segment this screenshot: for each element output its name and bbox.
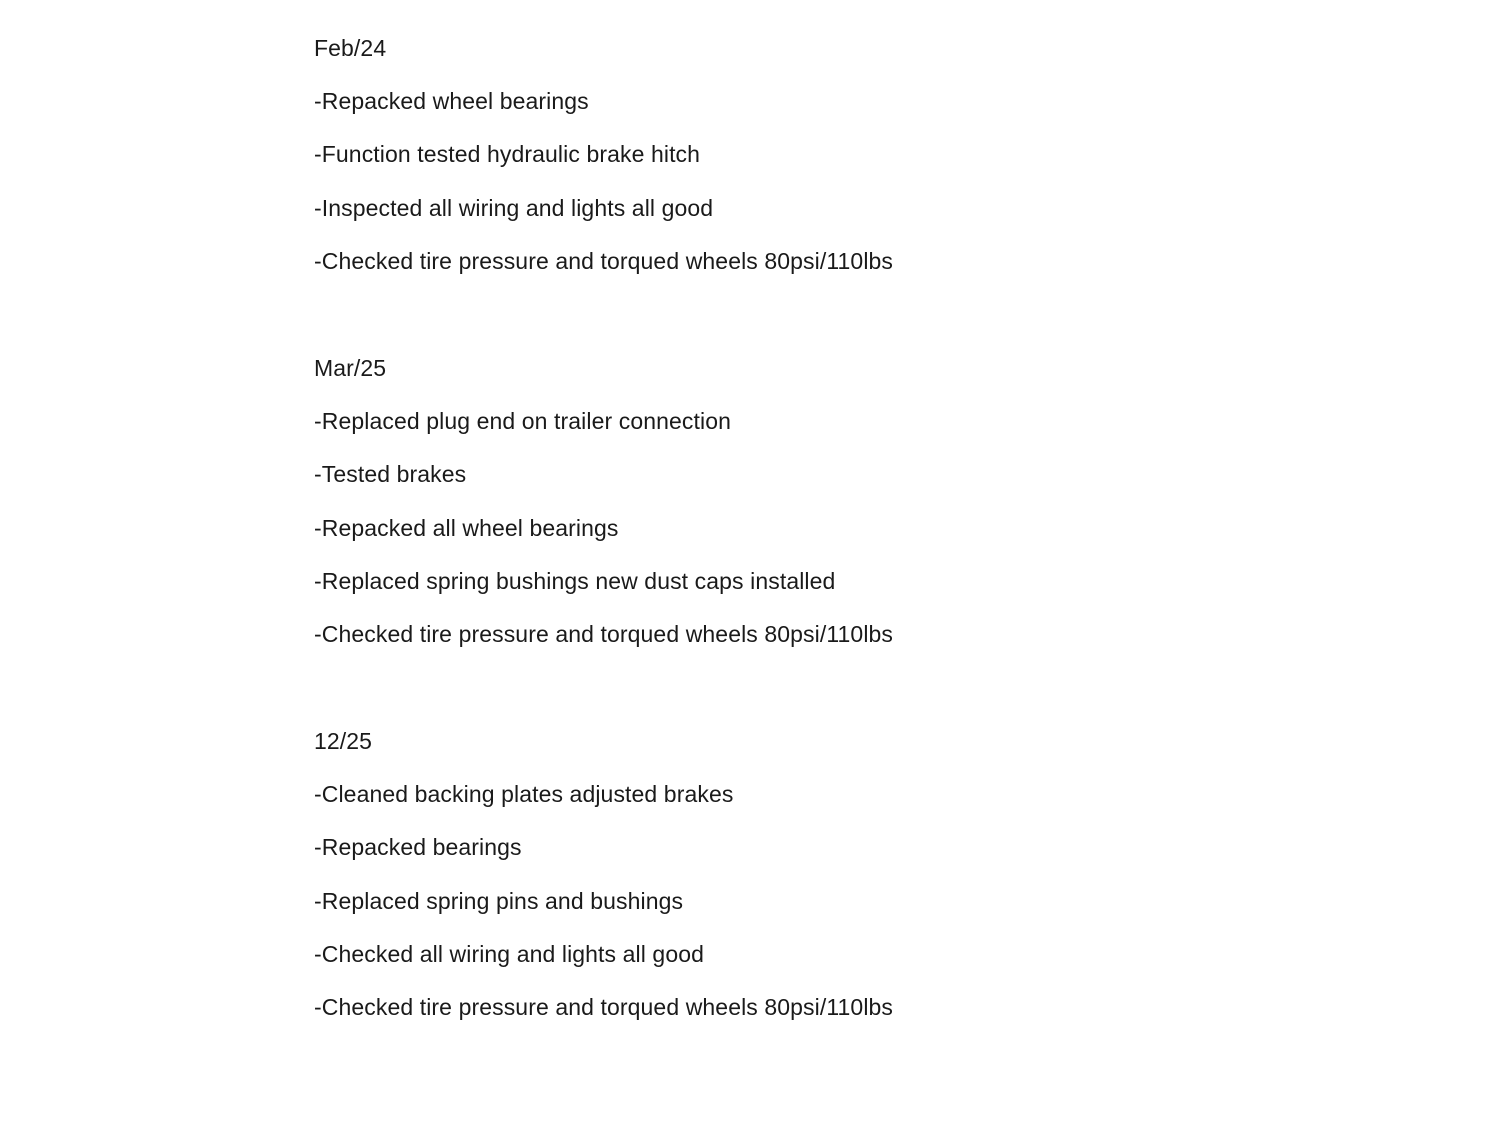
entry-item-list: [314, 768, 1214, 1034]
entry-item: -Function tested hydraulic brake hitch: [314, 141, 701, 168]
entry-item: -Repacked bearings: [314, 834, 522, 861]
entry-item: -Repacked wheel bearings: [314, 88, 589, 115]
maintenance-entry-feb-24: [314, 22, 1214, 288]
entry-item-list: [314, 75, 1214, 288]
entry-item: -Cleaned backing plates adjusted brakes: [314, 781, 734, 808]
document-body: [314, 22, 1214, 1034]
entry-item: -Checked tire pressure and torqued wheels 80psi/110lbs: [314, 620, 894, 647]
entry-date: Feb/24: [314, 35, 387, 61]
maintenance-entry-12-25: [314, 715, 1214, 1034]
entry-date: 12/25: [314, 728, 373, 755]
entry-item: -Replaced spring pins and bushings: [314, 887, 684, 914]
entry-item: -Checked tire pressure and torqued wheels 80psi/110lbs: [314, 247, 894, 274]
entry-item: -Replaced plug end on trailer connection: [314, 408, 731, 435]
entry-item: -Checked all wiring and lights all good: [314, 940, 705, 967]
entry-item: -Replaced spring bushings new dust caps installed: [314, 567, 836, 594]
entry-item: -Tested brakes: [314, 461, 467, 488]
entry-date: Mar/25: [314, 354, 387, 381]
maintenance-entry-mar-25: [314, 342, 1214, 661]
entry-item: -Repacked all wheel bearings: [314, 514, 619, 541]
entry-item-list: [314, 395, 1214, 661]
entry-item: -Inspected all wiring and lights all good: [314, 194, 714, 221]
entry-item: -Checked tire pressure and torqued wheels 80psi/110lbs: [314, 994, 894, 1020]
